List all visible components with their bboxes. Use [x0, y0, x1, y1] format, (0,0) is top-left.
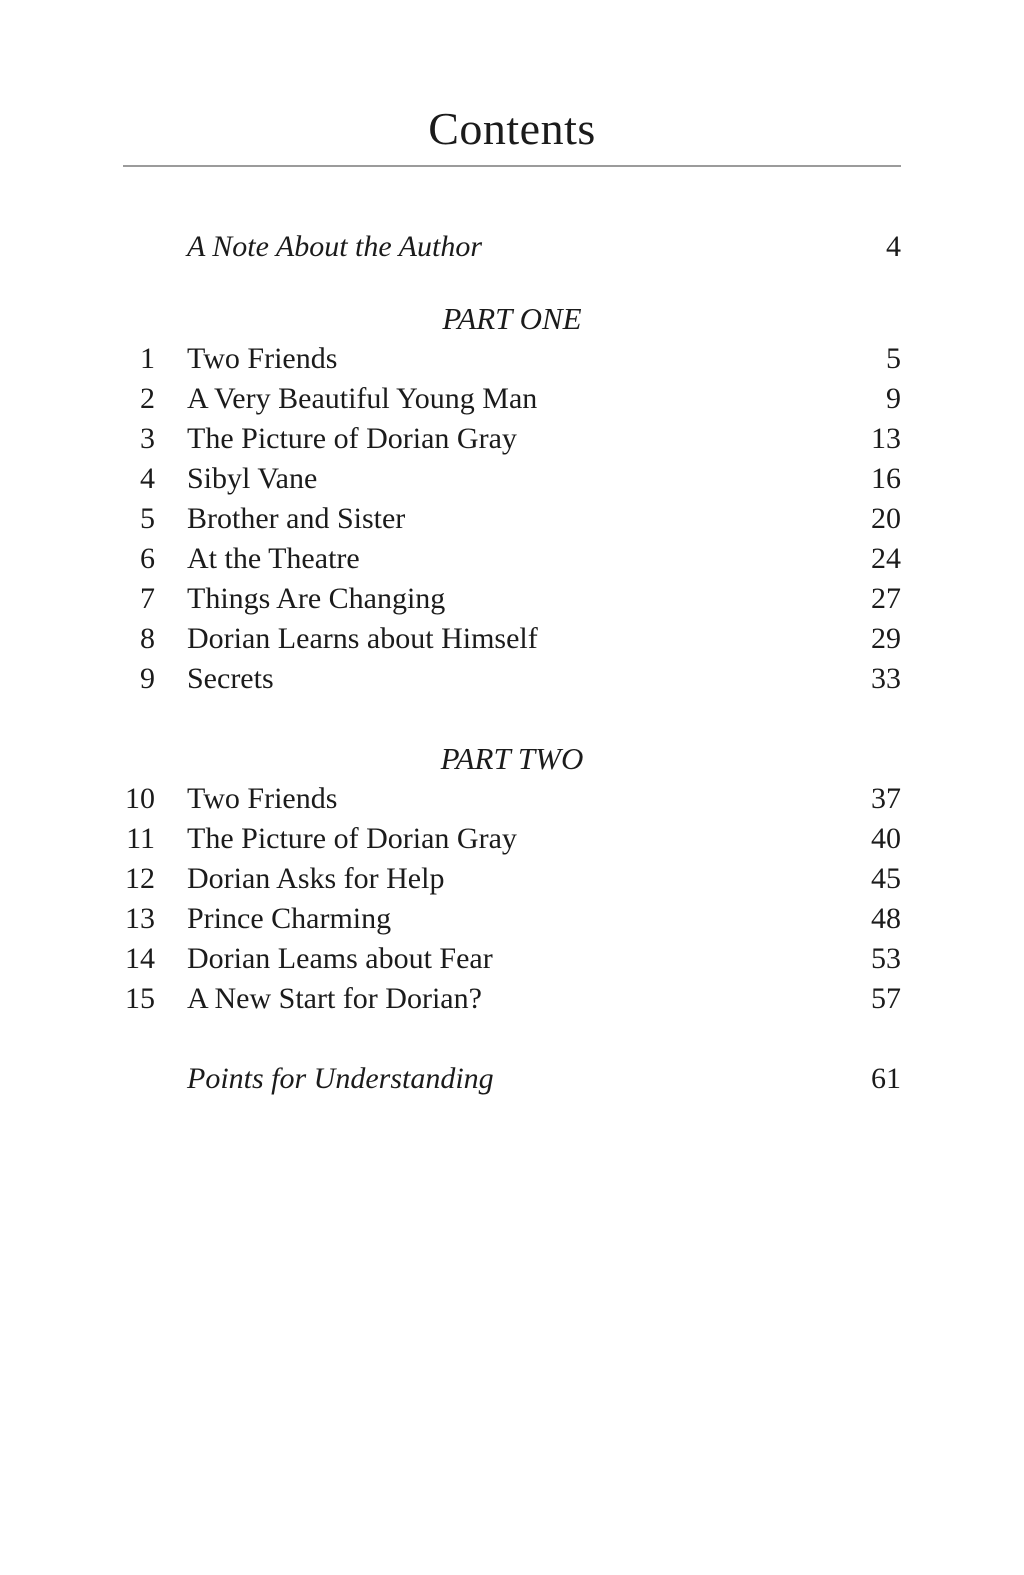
chapter-title: A Very Beautiful Young Man	[187, 381, 538, 415]
chapter-number: 12	[125, 861, 155, 895]
chapter-page-number: 20	[871, 501, 901, 535]
toc-entry-7	[123, 579, 901, 619]
chapter-number: 13	[125, 901, 155, 935]
chapter-number: 7	[140, 581, 155, 615]
chapter-title: Prince Charming	[187, 901, 392, 935]
chapter-page-number: 27	[871, 581, 901, 615]
chapter-page-number: 13	[871, 421, 901, 455]
chapter-number: 8	[140, 621, 155, 655]
toc-entry-12	[123, 859, 901, 899]
chapter-page-number: 5	[886, 341, 901, 375]
chapter-title: Brother and Sister	[187, 501, 406, 535]
toc-entry-8	[123, 619, 901, 659]
chapter-title: The Picture of Dorian Gray	[187, 821, 517, 855]
chapter-page-number: 37	[871, 781, 901, 815]
back-matter-row	[123, 1059, 901, 1099]
toc-entry-6	[123, 539, 901, 579]
front-matter-row	[123, 227, 901, 267]
chapter-title: Dorian Asks for Help	[187, 861, 445, 895]
chapter-page-number: 57	[871, 981, 901, 1015]
chapter-title: Things Are Changing	[187, 581, 446, 615]
toc-entry-13	[123, 899, 901, 939]
back-matter-page-number: 61	[871, 1061, 901, 1095]
front-matter-page-number: 4	[886, 229, 901, 263]
chapter-number: 9	[140, 661, 155, 695]
chapter-title: The Picture of Dorian Gray	[187, 421, 517, 455]
toc-entry-11	[123, 819, 901, 859]
front-matter-label: A Note About the Author	[187, 229, 483, 263]
part-one-heading: PART ONE	[442, 300, 582, 336]
chapter-page-number: 24	[871, 541, 901, 575]
back-matter-label: Points for Understanding	[187, 1061, 494, 1095]
chapter-number: 11	[126, 821, 155, 855]
toc-entry-5	[123, 499, 901, 539]
toc-entry-15	[123, 979, 901, 1019]
chapter-number: 4	[140, 461, 155, 495]
toc-entry-4	[123, 459, 901, 499]
chapter-number: 5	[140, 501, 155, 535]
toc-entry-10	[123, 779, 901, 819]
chapter-page-number: 33	[871, 661, 901, 695]
chapter-title: Dorian Learns about Himself	[187, 621, 538, 655]
chapter-title: Two Friends	[187, 781, 338, 815]
chapter-number: 10	[125, 781, 155, 815]
chapter-title: Sibyl Vane	[187, 461, 318, 495]
toc-entry-9	[123, 659, 901, 699]
chapter-number: 6	[140, 541, 155, 575]
toc-entry-3	[123, 419, 901, 459]
chapter-number: 1	[140, 341, 155, 375]
chapter-title: Two Friends	[187, 341, 338, 375]
chapter-number: 14	[125, 941, 155, 975]
page-title: Contents	[428, 103, 596, 154]
chapter-page-number: 16	[871, 461, 901, 495]
chapter-page-number: 40	[871, 821, 901, 855]
part-two-heading: PART TWO	[440, 740, 584, 776]
chapter-title: Dorian Leams about Fear	[187, 941, 493, 975]
chapter-page-number: 9	[886, 381, 901, 415]
chapter-number: 3	[140, 421, 155, 455]
chapter-title: A New Start for Dorian?	[187, 981, 482, 1015]
title-divider	[123, 165, 901, 167]
chapter-page-number: 48	[871, 901, 901, 935]
chapter-page-number: 45	[871, 861, 901, 895]
chapter-title: At the Theatre	[187, 541, 360, 575]
chapter-number: 15	[125, 981, 155, 1015]
chapter-title: Secrets	[187, 661, 274, 695]
chapter-number: 2	[140, 381, 155, 415]
chapter-page-number: 53	[871, 941, 901, 975]
toc-entry-2	[123, 379, 901, 419]
chapter-page-number: 29	[871, 621, 901, 655]
toc-entry-14	[123, 939, 901, 979]
toc-entry-1	[123, 339, 901, 379]
